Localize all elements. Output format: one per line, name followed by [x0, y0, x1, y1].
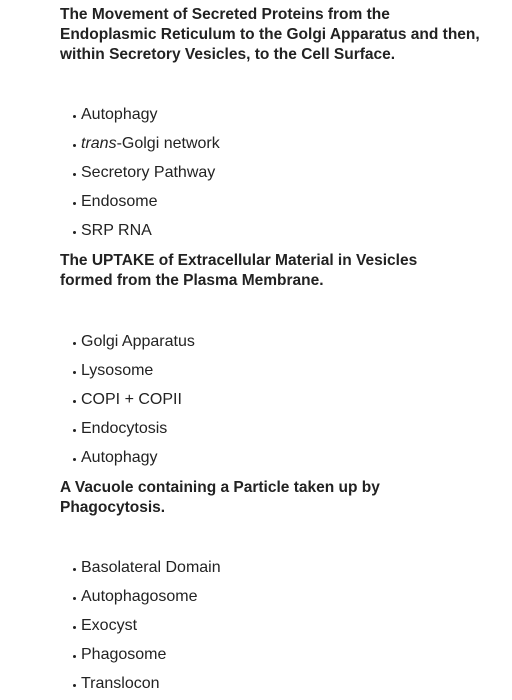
option-autophagy[interactable] [73, 443, 195, 472]
question-3 [60, 478, 400, 692]
bullet-icon [73, 400, 76, 403]
bullet-icon [73, 597, 76, 600]
bullet-icon [73, 231, 76, 234]
option-golgi-apparatus[interactable] [73, 327, 195, 356]
option-label: Exocyst [81, 617, 138, 634]
option-label-rest: -Golgi network [116, 135, 220, 152]
option-label: Autophagosome [81, 588, 198, 605]
option-autophagy[interactable] [73, 100, 220, 129]
option-label: Golgi Apparatus [81, 333, 195, 350]
question-1 [60, 5, 490, 239]
bullet-icon [73, 342, 76, 345]
question-2-options [73, 327, 195, 472]
question-3-prompt: A Vacuole containing a Particle taken up by Phagocytosis. [60, 479, 380, 516]
bullet-icon [73, 684, 76, 687]
option-phagosome[interactable] [73, 640, 221, 669]
bullet-icon [73, 202, 76, 205]
question-1-options [73, 100, 220, 245]
option-secretory-pathway[interactable] [73, 158, 220, 187]
bullet-icon [73, 115, 76, 118]
option-label: Endocytosis [81, 420, 168, 437]
option-translocon[interactable] [73, 669, 221, 698]
option-label: Phagosome [81, 646, 167, 663]
option-label-italic: trans [81, 135, 117, 152]
bullet-icon [73, 144, 76, 147]
option-srp-rna[interactable] [73, 216, 220, 245]
question-3-options [73, 553, 221, 698]
option-trans-golgi-network[interactable] [73, 129, 220, 158]
bullet-icon [73, 429, 76, 432]
question-2 [60, 251, 460, 466]
option-label: Autophagy [81, 106, 158, 123]
option-label: Autophagy [81, 449, 158, 466]
bullet-icon [73, 626, 76, 629]
option-label: Basolateral Domain [81, 559, 221, 576]
option-label: Translocon [81, 675, 160, 692]
option-label: Secretory Pathway [81, 164, 216, 181]
option-label: Endosome [81, 193, 158, 210]
option-endosome[interactable] [73, 187, 220, 216]
bullet-icon [73, 173, 76, 176]
bullet-icon [73, 458, 76, 461]
option-copi-copii[interactable] [73, 385, 195, 414]
option-endocytosis[interactable] [73, 414, 195, 443]
bullet-icon [73, 371, 76, 374]
bullet-icon [73, 568, 76, 571]
bullet-icon [73, 655, 76, 658]
option-label: COPI + COPII [81, 391, 182, 408]
option-lysosome[interactable] [73, 356, 195, 385]
question-2-prompt: The UPTAKE of Extracellular Material in Vesicles formed from the Plasma Membrane. [60, 252, 418, 289]
option-label: SRP RNA [81, 222, 152, 239]
option-exocyst[interactable] [73, 611, 221, 640]
question-1-prompt: The Movement of Secreted Proteins from the Endoplasmic Reticulum to the Golgi Apparatus and then, within Secretory Vesicles, to the Cell Surface. [60, 6, 480, 63]
option-basolateral-domain[interactable] [73, 553, 221, 582]
option-label: Lysosome [81, 362, 154, 379]
option-autophagosome[interactable] [73, 582, 221, 611]
